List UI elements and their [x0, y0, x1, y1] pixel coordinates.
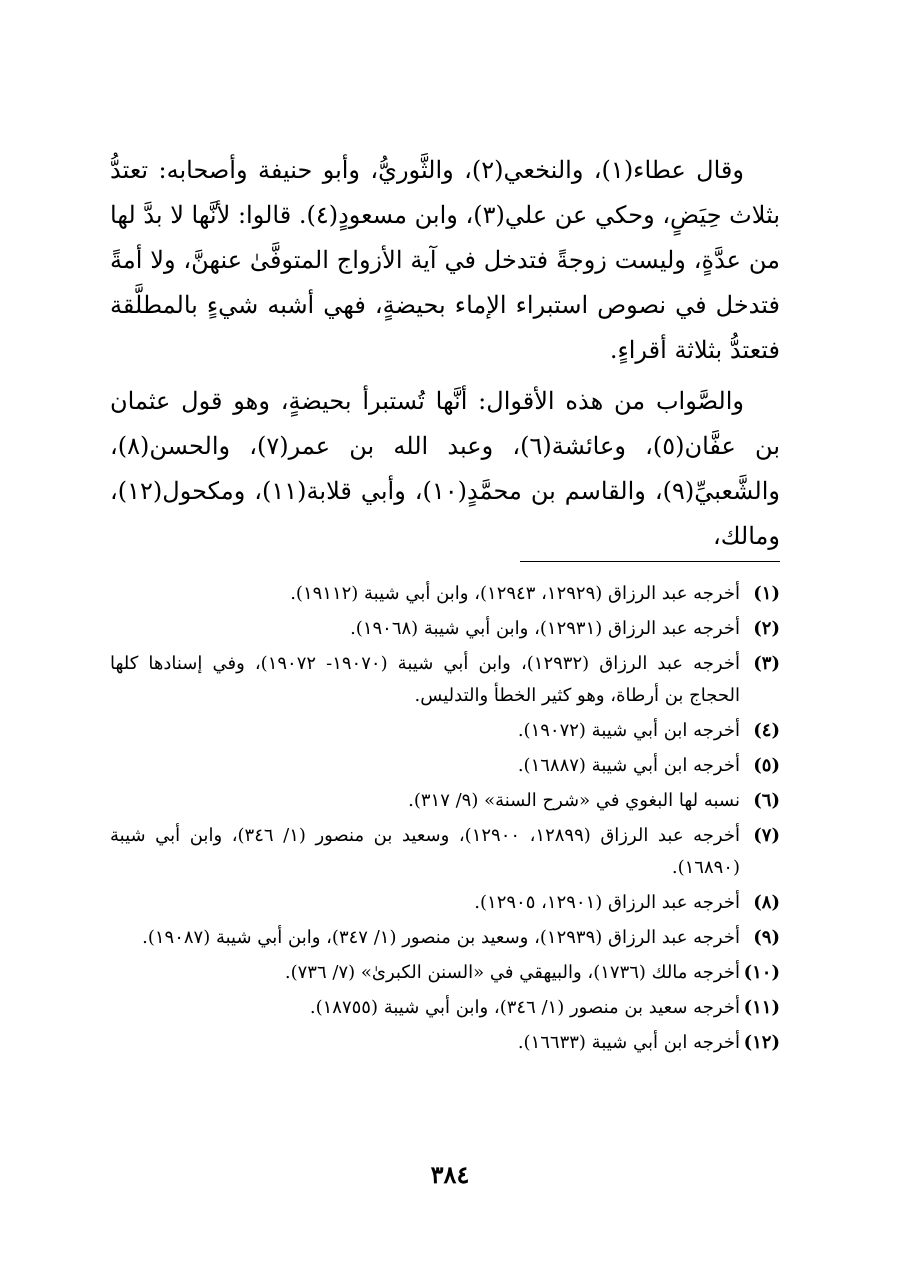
- footnote-number: (٣): [753, 653, 780, 674]
- footnote-text: أخرجه عبد الرزاق (١٢٩٠١، ١٢٩٠٥).: [474, 892, 740, 913]
- footnote: [110, 613, 780, 645]
- footnote-separator: [520, 561, 780, 562]
- footnote: [110, 922, 780, 954]
- footnote: [110, 578, 780, 610]
- footnotes: [110, 578, 780, 1062]
- footnote-number: (٥): [753, 755, 780, 776]
- footnote: [110, 785, 780, 817]
- footnote: [110, 1027, 780, 1059]
- footnote-text: أخرجه سعيد بن منصور (١/ ٣٤٦)، وابن أبي شيبة (١٨٧٥٥).: [309, 997, 740, 1018]
- footnote-text: أخرجه ابن أبي شيبة (١٦٨٨٧).: [517, 755, 740, 776]
- footnote-number: (٤): [753, 720, 780, 741]
- footnote-number: (٢): [753, 618, 780, 639]
- footnote-number: (٦): [753, 790, 780, 811]
- footnote-number: (٨): [753, 892, 780, 913]
- footnote: [110, 820, 780, 884]
- footnote: [110, 957, 780, 989]
- footnote-text: أخرجه عبد الرزاق (١٢٨٩٩، ١٢٩٠٠)، وسعيد بن منصور (١/ ٣٤٦)، وابن أبي شيبة (١٦٨٩٠).: [110, 825, 740, 878]
- footnote-text: أخرجه مالك (١٧٣٦)، والبيهقي في «السنن الكبرىٰ» (٧/ ٧٣٦).: [284, 962, 740, 983]
- footnote-number: (١١): [743, 997, 780, 1018]
- footnote-number: (١٠): [743, 962, 780, 983]
- footnote-number: (٧): [753, 825, 780, 846]
- footnote-text: أخرجه ابن أبي شيبة (١٩٠٧٢).: [517, 720, 740, 741]
- footnote-text: أخرجه عبد الرزاق (١٢٩٢٩، ١٢٩٤٣)، وابن أبي شيبة (١٩١١٢).: [290, 583, 740, 604]
- footnote-number: (١٢): [743, 1032, 780, 1053]
- footnote-text: أخرجه عبد الرزاق (١٢٩٣٢)، وابن أبي شيبة (١٩٠٧٠- ١٩٠٧٢)، وفي إسنادها كلها الحجاج بن أرطاة، وهو كثير الخطأ والتدليس.: [110, 653, 740, 706]
- footnote: [110, 992, 780, 1024]
- paragraph: والصَّواب من هذه الأقوال: أنَّها تُستبرأ بحيضةٍ، وهو قول عثمان بن عفَّان(٥)، وعائشة(٦)، وعبد الله بن عمر(٧)، والحسن(٨)، والشَّعبيِّ(٩)، والقاسم بن محمَّدٍ(١٠)، وأبي قلابة(١١)، ومكحول(١٢)، ومالك،: [110, 387, 780, 550]
- paragraph: وقال عطاء(١)، والنخعي(٢)، والثَّوريُّ، وأبو حنيفة وأصحابه: تعتدُّ بثلاث حِيَضٍ، وحكي عن علي(٣)، وابن مسعودٍ(٤). قالوا: لأنَّها لا بدَّ لها من عدَّةٍ، وليست زوجةً فتدخل في آية الأزواج المتوفَّىٰ عنهنَّ، ولا أمةً فتدخل في نصوص استبراء الإماء بحيضةٍ، فهي أشبه شيءٍ بالمطلَّقة فتعتدُّ بثلاثة أقراءٍ.: [110, 156, 781, 364]
- footnote: [110, 648, 780, 712]
- footnote: [110, 887, 780, 919]
- footnote-number: (١): [753, 583, 780, 604]
- footnote-text: أخرجه ابن أبي شيبة (١٦٦٣٣).: [517, 1032, 740, 1053]
- footnote-text: أخرجه عبد الرزاق (١٢٩٣٩)، وسعيد بن منصور (١/ ٣٤٧)، وابن أبي شيبة (١٩٠٨٧).: [142, 927, 740, 948]
- footnote-text: أخرجه عبد الرزاق (١٢٩٣١)، وابن أبي شيبة (١٩٠٦٨).: [350, 618, 740, 639]
- footnote-number: (٩): [753, 927, 780, 948]
- footnote: [110, 715, 780, 747]
- footnote: [110, 750, 780, 782]
- main-text: [110, 148, 780, 559]
- footnote-text: نسبه لها البغوي في «شرح السنة» (٩/ ٣١٧).: [408, 790, 740, 811]
- page-number: ٣٨٤: [430, 1160, 470, 1189]
